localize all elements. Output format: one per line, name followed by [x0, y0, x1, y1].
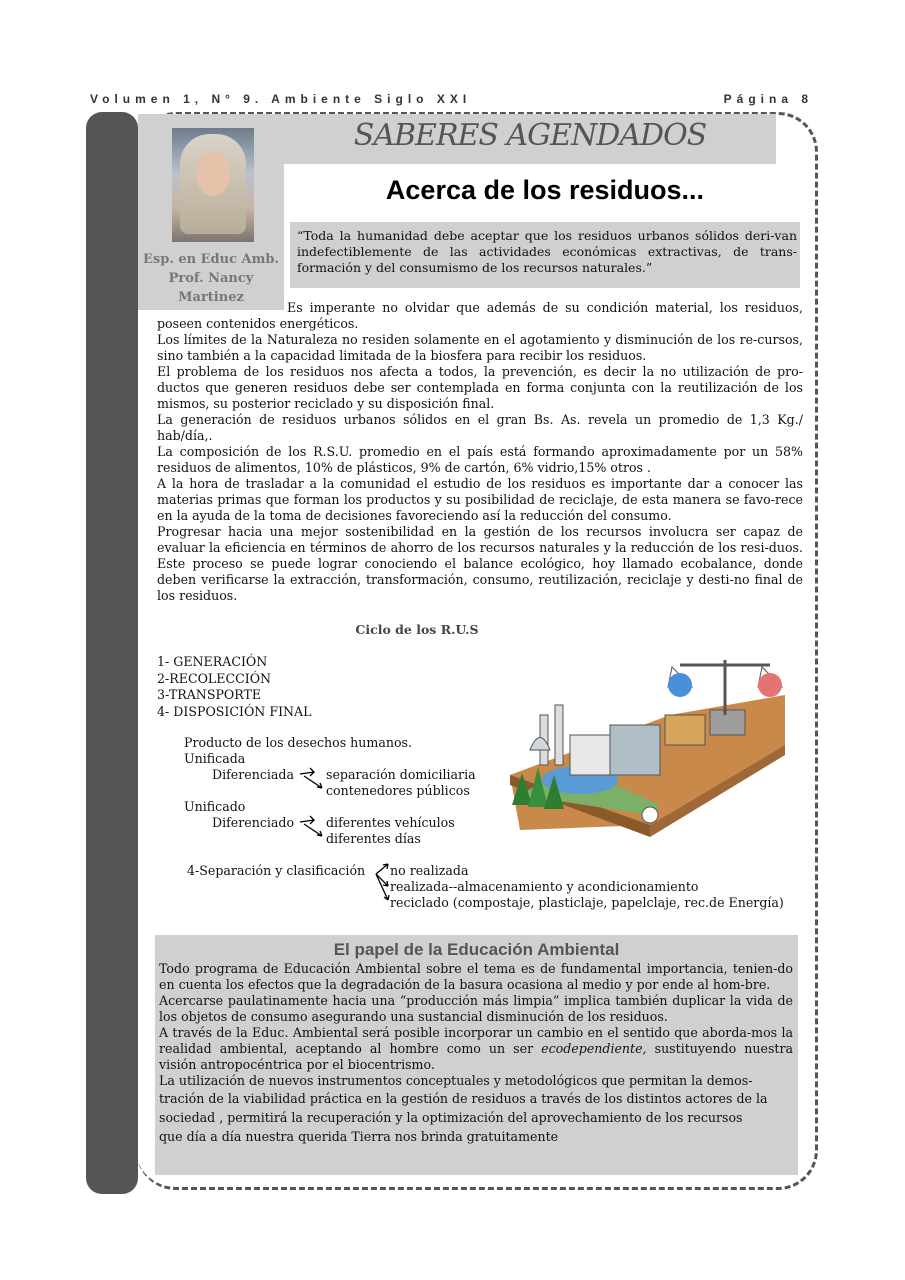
paragraph: La utilización de nuevos instrumentos conceptuales y metodológicos que permitan la demos- [159, 1073, 753, 1088]
author-line-2: Prof. Nancy [168, 271, 254, 286]
cycle-unificada: Unificada [184, 751, 246, 766]
cycle-title: Ciclo de los R.U.S [355, 622, 479, 637]
cycle-steps [157, 654, 312, 720]
education-body [159, 961, 793, 1146]
paragraph-text: A través de la Educ. Ambiental será posible incorporar un cambio en el sentido que aborda-mos la realidad ambiental, aceptando al hombre como un ser [159, 1025, 793, 1056]
paragraph: Es imperante no olvidar que además de su condición material, los residuos, poseen contenidos energéticos. [157, 300, 803, 331]
paragraph: El problema de los residuos nos afecta a todos, la prevención, es decir la no utilización de pro-ductos que generen residuos debe ser contemplada en forma conjunta con la reutilización de los mismos, su posterior reciclado y su disposición final. [157, 364, 803, 411]
paragraph: A la hora de trasladar a la comunidad el estudio de los residuos es importante dar a conocer las materias primas que forman los productos y su posibilidad de reciclaje, de esta manera se favo-rece en la ayuda de la toma de decisiones favoreciendo así la reducción del consumo. [157, 476, 803, 523]
cycle-dias: diferentes días [326, 831, 421, 846]
cycle-diferenciado: Diferenciado [212, 815, 295, 830]
page-header-left: Volumen 1, N° 9. Ambiente Siglo XXI [90, 92, 472, 106]
cycle-separacion: separación domiciliaria [326, 767, 476, 782]
cycle-step: 4- DISPOSICIÓN FINAL [157, 703, 312, 719]
cycle-step: 2-RECOLECCIÓN [157, 670, 272, 686]
paragraph [159, 1025, 793, 1073]
author-line-1: Esp. en Educ Amb. [143, 252, 279, 267]
waste-cycle-illustration-icon [500, 655, 790, 845]
emphasis-text: ecodependiente, [541, 1041, 647, 1056]
author-line-3: Martinez [178, 290, 244, 305]
side-bar [86, 112, 138, 1194]
paragraph: La composición de los R.S.U. promedio en el país está formando aproximadamente por un 58% residuos de alimentos, 10% de plásticos, 9% de cartón, 6% vidrio,15% otros . [157, 444, 803, 475]
page-number: Página 8 [723, 92, 813, 106]
article-title: Acerca de los residuos... [385, 175, 705, 205]
article-body [157, 300, 803, 604]
photo-face [196, 152, 230, 196]
cycle-step: 1- GENERACIÓN [157, 654, 268, 669]
cycle-no-realizada: no realizada [390, 863, 469, 878]
paragraph: Progresar hacia una mejor sostenibilidad en la gestión de los recursos involucra ser capaz de evaluar la eficiencia en términos de ahorro de los recursos naturales y la reducción de los resi-duos. Este proceso se puede lograr conociendo el balance ecológico, hoy llamado ecobalance, donde deben verificarse la extracción, transformación, consumo, reutilización, reciclaje y desti-no final de los residuos. [157, 524, 803, 603]
quote-text: “Toda la humanidad debe aceptar que los residuos urbanos sólidos deri-van indefectiblemente de las actividades económicas extractivas, de trans-formación y del consumismo de los recursos naturales.” [297, 228, 797, 275]
arrow-icon [298, 764, 328, 794]
paragraph: sociedad , permitirá la recuperación y la optimización del aprovechamiento de los recursos [159, 1110, 743, 1125]
cycle-step: 3-TRANSPORTE [157, 687, 262, 702]
paragraph: Acercarse paulatinamente hacia una “producción más limpia” implica también duplicar la vida de los objetos de consumo asegurando una sustancial disminución de los residuos. [159, 993, 793, 1024]
author-photo [172, 128, 254, 242]
section-title: SABERES AGENDADOS [353, 118, 707, 153]
cycle-reciclado: reciclado (compostaje, plasticlaje, papelclaje, rec.de Energía) [390, 895, 784, 910]
cycle-vehiculos: diferentes vehículos [326, 815, 455, 830]
cycle-product: Producto de los desechos humanos. [184, 735, 413, 750]
paragraph: La generación de residuos urbanos sólidos en el gran Bs. As. revela un promedio de 1,3 Kg./ hab/día,. [157, 412, 803, 443]
arrow-icon [298, 812, 328, 842]
author-caption [138, 250, 284, 307]
arrow-icon [372, 860, 394, 906]
paragraph: tración de la viabilidad práctica en la gestión de residuos a través de los distintos actores de la [159, 1091, 768, 1106]
paragraph-text: sustituyendo nuestra visión antropocéntrica por el biocentrismo. [159, 1041, 793, 1072]
cycle-diferenciada: Diferenciada [212, 767, 294, 782]
paragraph: Los límites de la Naturaleza no residen solamente en el agotamiento y disminución de los re-cursos, sino también a la capacidad limitada de la biosfera para recibir los residuos. [157, 332, 803, 363]
cycle-contenedores: contenedores públicos [326, 783, 470, 798]
education-title: El papel de la Educación Ambiental [333, 940, 620, 959]
cycle-unificado: Unificado [184, 799, 246, 814]
paragraph: Todo programa de Educación Ambiental sobre el tema es de fundamental importancia, tenien-do en cuenta los efectos que la degradación de la basura ocasiona al medio y por ende al hom-bre. [159, 961, 793, 992]
cycle-separacion-clasificacion: 4-Separación y clasificación [187, 863, 366, 878]
cycle-realizada: realizada--almacenamiento y acondicionamiento [390, 879, 699, 894]
paragraph: que día a día nuestra querida Tierra nos brinda gratuitamente [159, 1129, 559, 1144]
